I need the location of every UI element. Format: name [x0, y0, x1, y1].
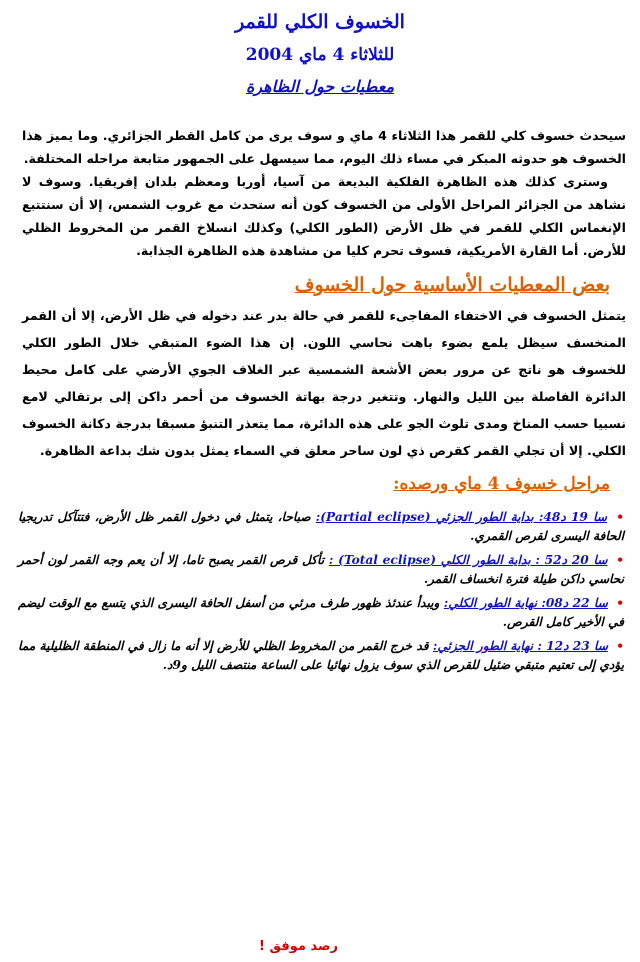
- bullet-icon: •: [616, 596, 625, 610]
- intro-paragraph-1: سيحدث خسوف كلي للقمر هذا الثلاثاء 4 ماي و سوف يرى من كامل القطر الجزائري. وما يميز هذا الخسوف هو حدوثه المبكر في مساء ذلك اليوم، مما سيسهل على الجمهور متابعة مراحله المختلفة.: [22, 128, 626, 166]
- stage-description: تأكل قرص القمر يصبح تاما، إلا أن يعم وجه القمر لون أحمر نحاسي داكن طيلة فترة انخساف القمر.: [18, 553, 624, 586]
- stage-description: قد خرج القمر من المخروط الظلي للأرض إلا أنه ما زال في المنطقة الظليلية مما يؤدي إلى تعتيم متبقي ضئيل للقرص الذي سوف يزول نهائيا على الساعة منتصف الليل و9د.: [18, 639, 624, 672]
- stage-time-link[interactable]: سا 19 د48: بداية الطور الجزئي (Partial eclipse):: [315, 510, 608, 524]
- document-date: للثلاثاء 4 ماي 2004: [245, 45, 395, 65]
- document-title: الخسوف الكلي للقمر: [235, 11, 405, 33]
- stage-description: صباحا، يتمثل في دخول القمر ظل الأرض، فتتآكل تدريجيا الحافة اليسرى لقرص القمري.: [18, 510, 624, 543]
- intro-paragraph-2: وسترى كذلك هذه الظاهرة الفلكية البديعة من آسيا، أوربا ومعظم بلدان إفريقيا. وسوف لا نشاهد من الجزائر المراحل الأولى من الخسوف كون أنه ستحدث مع غروب الشمس، إلا أن سنتتبع الإنغماس الكلي للقمر في ظل الأرض (الطور الكلي) وكذلك انسلاخ القمر من المخروط الظلي للأرض. أما القارة الأمريكية، فسوف تحرم كليا من مشاهدة هذه الظاهرة الجذابة.: [22, 174, 626, 258]
- section-heading-stages: مراحل خسوف 4 ماي ورصده:: [393, 474, 610, 494]
- bullet-icon: •: [616, 639, 625, 653]
- list-item: [18, 594, 624, 632]
- stages-list: [0, 508, 640, 675]
- list-item: [18, 551, 624, 589]
- document-subtitle: معطيات حول الظاهرة: [245, 77, 395, 96]
- stage-time-link[interactable]: سا 23 د12 : نهاية الطور الجزئي:: [432, 639, 608, 653]
- list-item: [18, 637, 624, 675]
- section-basics-text: يتمثل الخسوف في الاختفاء المفاجىء للقمر في حالة بدر عند دخوله في ظل الأرض، إلا أن القمر المنخسف سيظل يلمع بضوء باهت نحاسي اللون. إن هذا الضوء المتبقي خلال الطور الكلي للخسوف هو ناتج عن مرور بعض الأشعة الشمسية عبر الغلاف الجوي الأرضي على كامل محيط الدائرة الفاصلة بين الليل والنهار. وتتغير درجة بهاتة الخسوف من أحمر داكن إلى برتقالي لامع نسبيا حسب المناخ ومدى تلوث الجو على هذه الدائرة، مما يتعذر التنبؤ مسبقا بدرجة دكانة الخسوف الكلي. إلا أن تجلي القمر كقرص ذي لون ساحر معلق في السماء يمثل بدون شك بداعة الظاهرة.: [22, 308, 626, 458]
- stage-time-link[interactable]: سا 22 د08: نهاية الطور الكلي:: [443, 596, 608, 610]
- section-heading-basics: بعض المعطيات الأساسية حول الخسوف: [294, 274, 610, 296]
- bullet-icon: •: [616, 553, 624, 567]
- stage-time-link[interactable]: سا 20 د52 : بداية الطور الكلي (Total eclipse) :: [328, 553, 608, 567]
- document-page: [0, 10, 640, 962]
- stage-description: ويبدأ عندئذ ظهور طرف مرئي من أسفل الحافة اليسرى الذي يتسع مع الوقت ليضم في الأخير كامل القرص.: [18, 596, 624, 629]
- bullet-icon: •: [616, 510, 624, 524]
- list-item: [18, 508, 624, 546]
- closing-note: رصد موفق !: [259, 939, 338, 954]
